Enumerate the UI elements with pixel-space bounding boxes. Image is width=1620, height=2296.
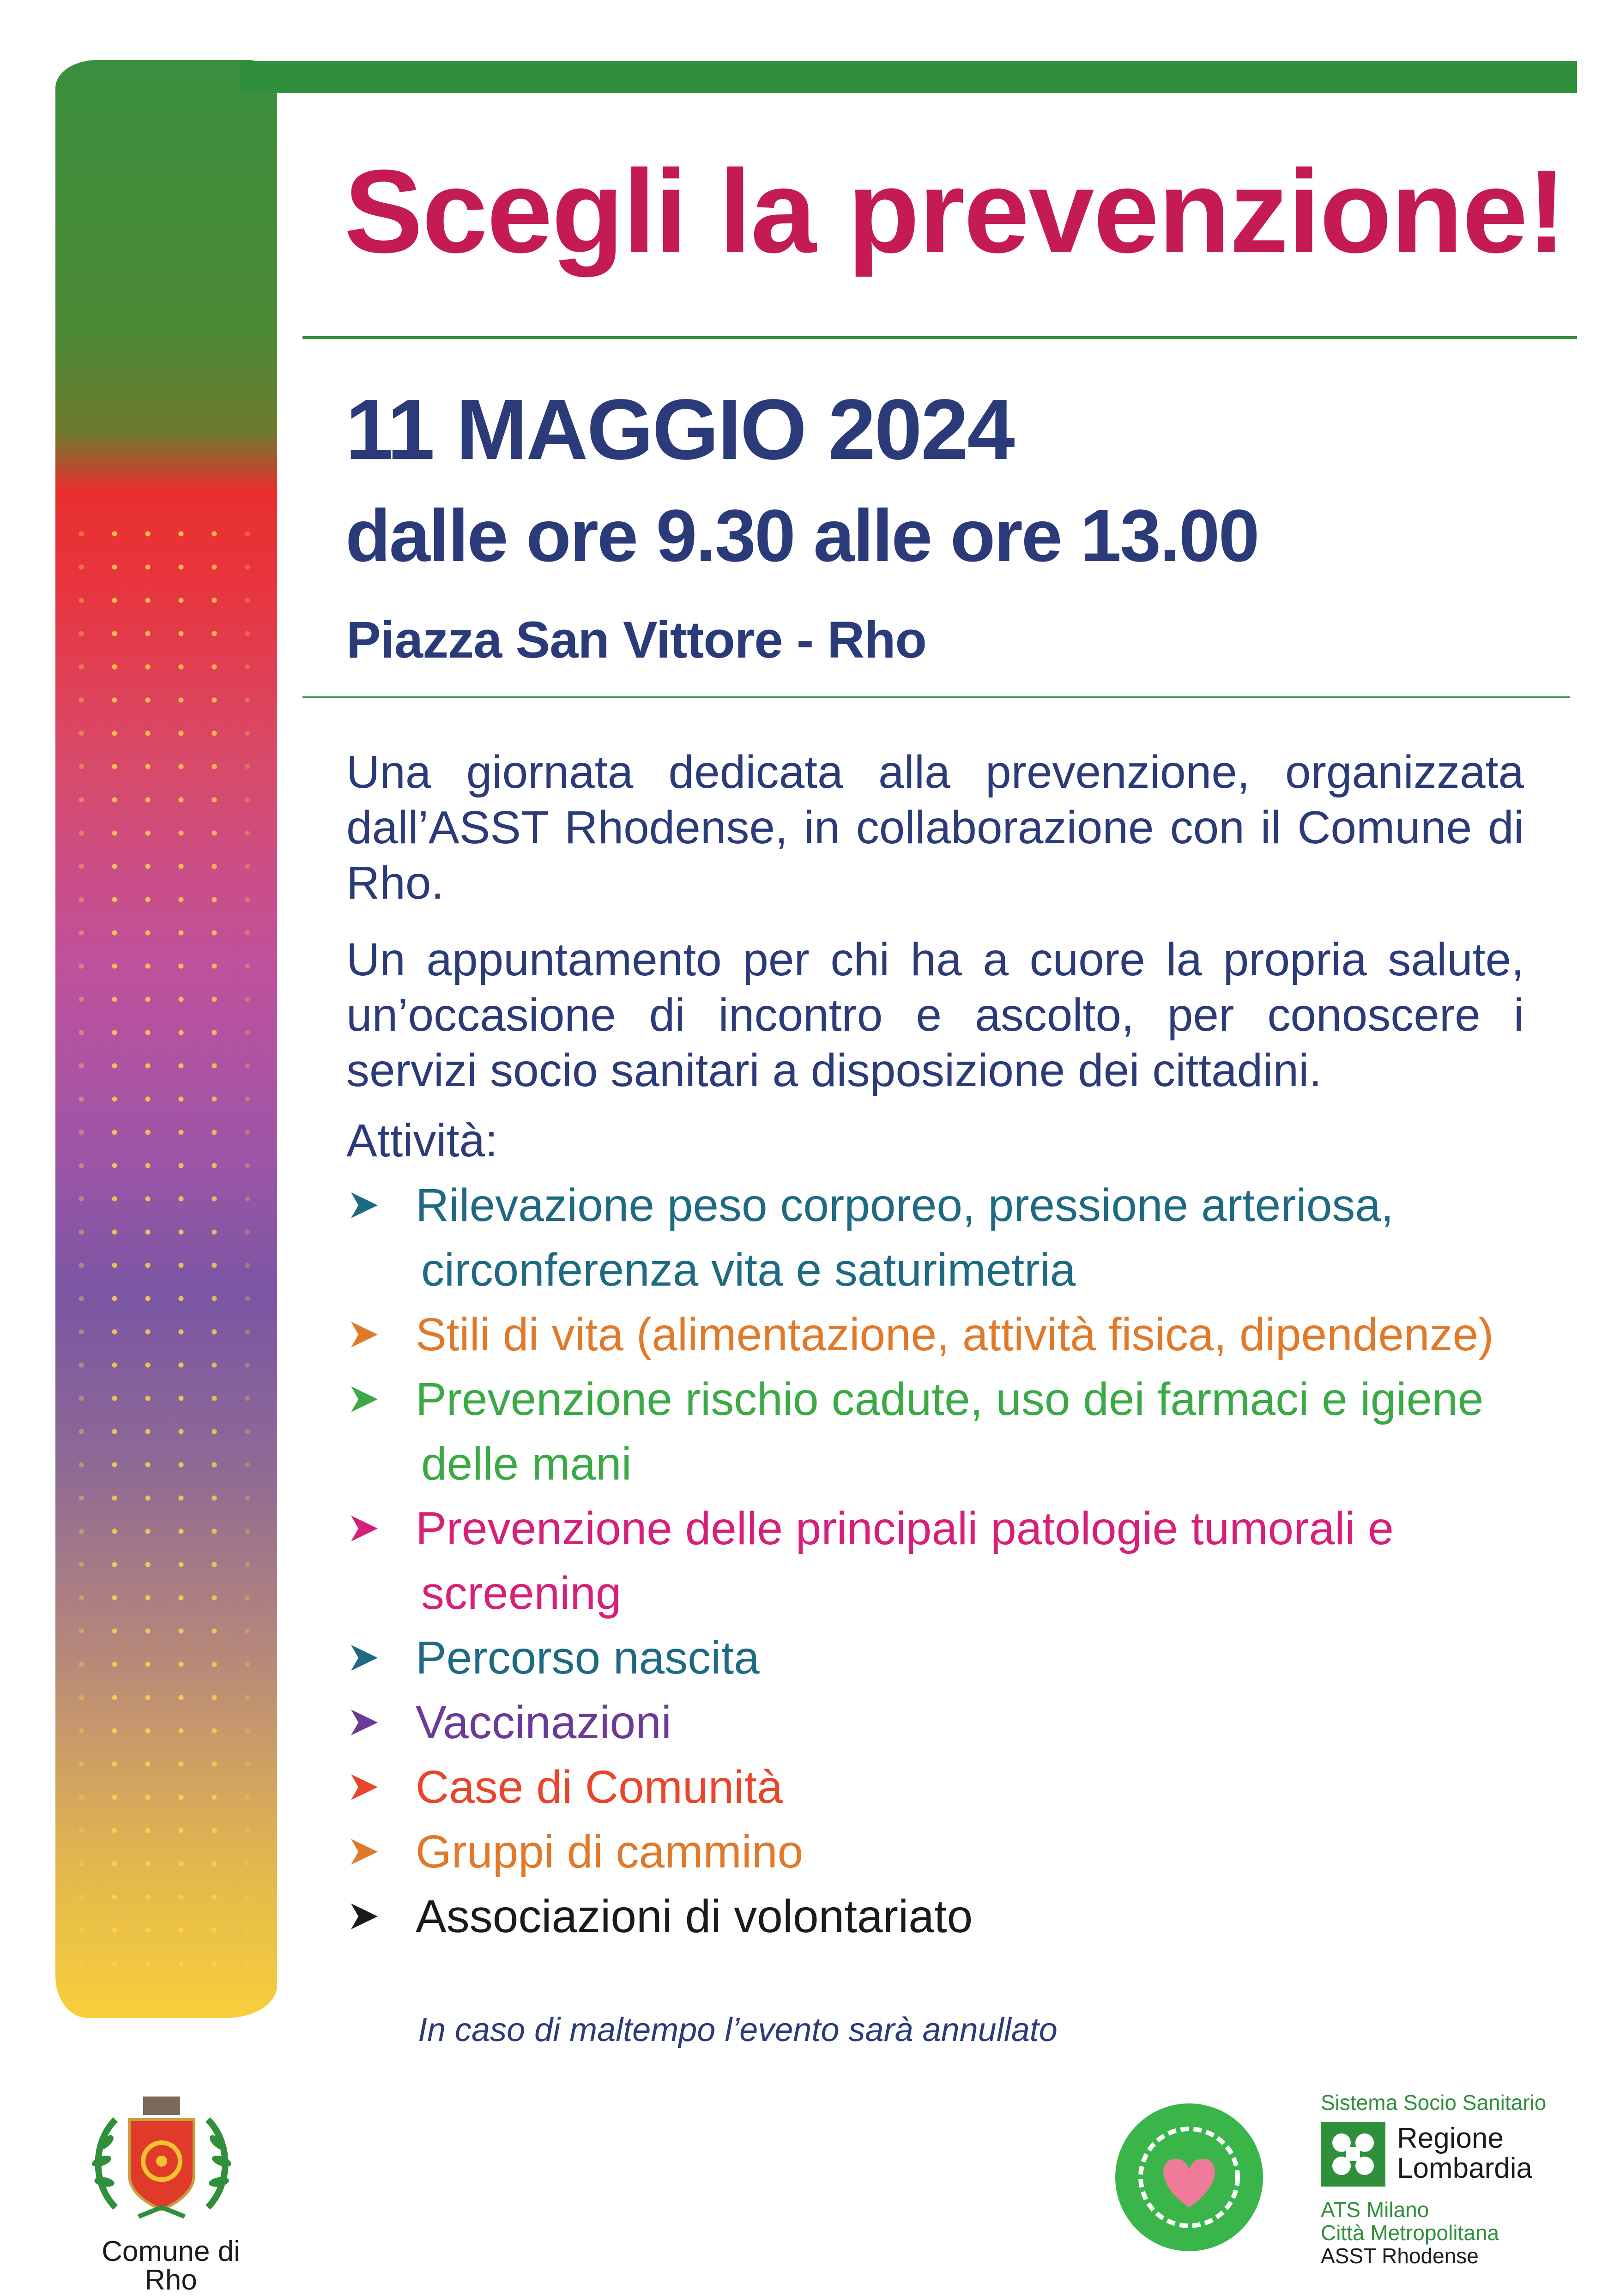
activity-line: Prevenzione rischio cadute, uso dei farmaci e igiene — [416, 1373, 1484, 1425]
comune-di-rho-crest-logo — [88, 2092, 236, 2230]
activity-line: Prevenzione delle principali patologie tumorali e — [416, 1503, 1394, 1554]
chevron-right-icon — [351, 1774, 378, 1800]
chevron-right-icon — [351, 1322, 378, 1347]
activity-item — [351, 1690, 1575, 1755]
event-place: Piazza San Vittore - Rho — [346, 611, 926, 669]
chevron-right-icon — [351, 1903, 378, 1929]
activity-line: Percorso nascita — [416, 1632, 760, 1684]
activity-line: delle mani — [421, 1438, 632, 1490]
activity-item — [351, 1755, 1575, 1819]
event-hours: dalle ore 9.30 alle ore 13.00 — [345, 494, 1258, 577]
ats-milano-label: ATS Milano — [1321, 2198, 1429, 2222]
activity-item — [351, 1819, 1575, 1884]
description-paragraph: Un appuntamento per chi ha a cuore la propria salute, un’occasione di incontro e ascolto, per conoscere i servizi socio sanitari a disposizione dei cittadini. — [346, 934, 1524, 1096]
regione-label: Regione — [1397, 2122, 1504, 2154]
chevron-right-icon — [351, 1516, 378, 1541]
activity-line: Case di Comunità — [416, 1761, 783, 1813]
activity-line: Stili di vita (alimentazione, attività fisica, dipendenze) — [416, 1309, 1494, 1360]
chevron-right-icon — [351, 1839, 378, 1865]
chevron-right-icon — [351, 1386, 378, 1412]
asst-rhodense-label: ASST Rhodense — [1321, 2244, 1479, 2268]
activity-item — [351, 1367, 1575, 1496]
divider — [302, 336, 1577, 339]
activities-heading: Attività: — [346, 1115, 498, 1166]
activity-item — [351, 1625, 1575, 1690]
activity-line: circonferenza vita e saturimetria — [421, 1244, 1076, 1296]
poster-title: Scegli la prevenzione! — [344, 145, 1566, 278]
activity-line: Vaccinazioni — [416, 1697, 672, 1748]
intro-paragraph: Una giornata dedicata alla prevenzione, organizzata dall’ASST Rhodense, in collaborazione con il Comune di Rho. — [346, 746, 1524, 909]
chevron-right-icon — [351, 1645, 378, 1671]
activity-line: screening — [421, 1567, 622, 1619]
lombardia-label: Lombardia — [1397, 2152, 1532, 2184]
gruppi-di-cammino-logo — [1113, 2101, 1265, 2254]
regione-lombardia-logo — [1321, 2122, 1385, 2187]
activity-line: Associazioni di volontariato — [416, 1891, 973, 1942]
activity-item — [351, 1496, 1575, 1625]
weather-note: In caso di maltempo l’evento sarà annullato — [418, 2012, 1058, 2048]
chevron-right-icon — [351, 1192, 378, 1218]
dot-pattern — [55, 517, 277, 1995]
comune-di-rho-label: Comune di Rho — [102, 2236, 240, 2296]
top-green-bar — [240, 61, 1577, 93]
activities-list — [351, 1173, 1575, 1949]
activity-item — [351, 1173, 1575, 1302]
activity-line: Rilevazione peso corporeo, pressione arteriosa, — [416, 1179, 1394, 1231]
divider — [302, 696, 1570, 698]
activity-item — [351, 1302, 1575, 1367]
citta-metropolitana-label: Città Metropolitana — [1321, 2221, 1499, 2245]
event-date: 11 MAGGIO 2024 — [345, 382, 1014, 477]
activity-item — [351, 1884, 1575, 1949]
chevron-right-icon — [351, 1710, 378, 1735]
sistema-socio-sanitario-label: Sistema Socio Sanitario — [1321, 2091, 1547, 2115]
activity-line: Gruppi di cammino — [416, 1826, 804, 1878]
